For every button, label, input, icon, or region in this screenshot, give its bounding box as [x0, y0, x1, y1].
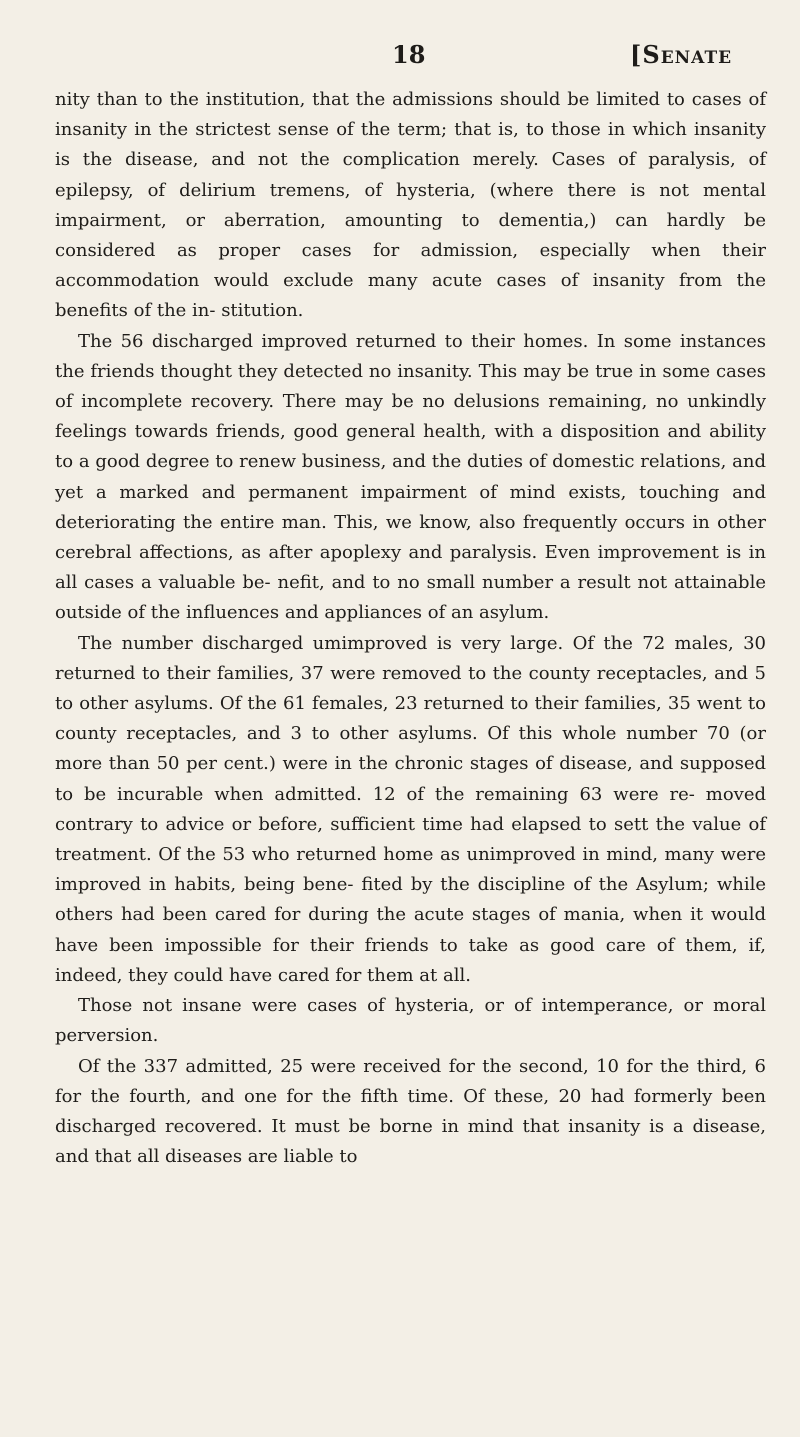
body-text	[55, 85, 766, 1172]
page-header	[0, 40, 800, 80]
paragraph-continuation: nity than to the institution, that the admissions should be limited to cases of insanity in the strictest sense of the term; that is, to those in which insanity is the disease, and not the complication merely. Cases of paralysis, of epilepsy, of delirium tremens, of hysteria, (where there is not mental impairment, or aberration, amounting to dementia,) can hardly be considered as proper cases for admission, especially when their accommodation would exclude many acute cases of insanity from the benefits of the in- stitution.	[55, 89, 766, 322]
paragraph-readmissions: Of the 337 admitted, 25 were received for the second, 10 for the third, 6 for the fourth, and one for the fifth time. Of these, 20 had formerly been discharged recovered. It must be borne in mind that insanity is a disease, and that all diseases are liable to	[55, 1055, 766, 1168]
paragraph-not-insane: Those not insane were cases of hysteria, or of intemperance, or moral perversion.	[55, 995, 766, 1047]
running-head: [Senate	[630, 40, 733, 69]
page-number: 18	[392, 40, 426, 69]
paragraph-discharged-improved: The 56 discharged improved returned to their homes. In some instances the friends thought they detected no insanity. This may be true in some cases of incomplete recovery. There may be no delusions remaining, no unkindly feelings towards friends, good general health, with a disposition and ability to a good degree to renew business, and the duties of domestic relations, and yet a marked and permanent impairment of mind exists, touching and deteriorating the entire man. This, we know, also frequently occurs in other cerebral affections, as after apoplexy and paralysis. Even improvement is in all cases a valuable be- nefit, and to no small number a result not attainable outside of the influences and appliances of an asylum.	[55, 330, 766, 624]
paragraph-discharged-unimproved: The number discharged umimproved is very large. Of the 72 males, 30 returned to their families, 37 were removed to the county receptacles, and 5 to other asylums. Of the 61 females, 23 returned to their families, 35 went to county receptacles, and 3 to other asylums. Of this whole number 70 (or more than 50 per cent.) were in the chronic stages of disease, and supposed to be incurable when admitted. 12 of the remaining 63 were re- moved contrary to advice or before, sufficient time had elapsed to sett the value of treatment. Of the 53 who returned home as unimproved in mind, many were improved in habits, being bene- fited by the discipline of the Asylum; while others had been cared for during the acute stages of mania, when it would have been impossible for their friends to take as good care of them, if, indeed, they could have cared for them at all.	[55, 632, 766, 986]
